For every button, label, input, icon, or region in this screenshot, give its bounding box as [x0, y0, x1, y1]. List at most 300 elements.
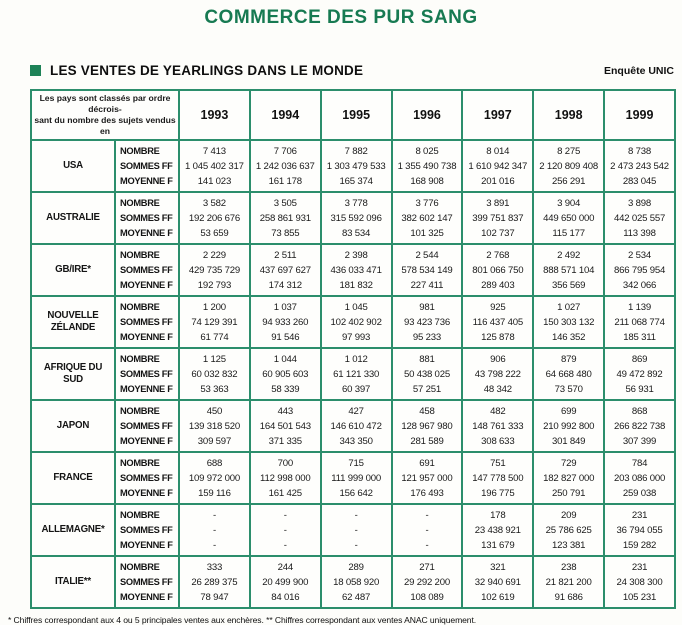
country-name-line: AUSTRALIE	[46, 212, 100, 223]
value-cell	[533, 504, 604, 556]
value-line: 879	[560, 353, 577, 365]
value-cell	[533, 556, 604, 608]
value-line: 3 505	[273, 197, 297, 209]
value-cell	[392, 348, 463, 400]
value-cell	[321, 504, 392, 556]
value-cell	[604, 192, 675, 244]
value-line: 29 292 200	[403, 576, 450, 588]
value-cell	[250, 348, 321, 400]
value-cell	[462, 556, 533, 608]
value-line: 165 374	[339, 175, 373, 187]
value-line: 49 472 892	[616, 368, 663, 380]
corner-header-line: sant du nombre des sujets vendus en	[34, 115, 176, 136]
value-line: -	[354, 509, 358, 521]
value-line: 36 794 055	[616, 524, 663, 536]
value-line: 259 038	[622, 487, 657, 499]
year-header: 1995	[321, 90, 392, 140]
value-cell	[250, 556, 321, 608]
country-row	[31, 296, 675, 348]
value-line: 125 878	[481, 331, 515, 343]
value-line: 84 016	[271, 591, 300, 603]
value-line: -	[354, 524, 358, 536]
value-line: 436 033 471	[330, 264, 382, 276]
value-line: 382 602 147	[401, 212, 453, 224]
value-line: 271	[419, 561, 435, 573]
country-row	[31, 556, 675, 608]
value-line: 53 363	[200, 383, 229, 395]
metric-label: SOMMES FF	[120, 576, 173, 587]
value-line: 2 120 809 408	[539, 160, 599, 172]
value-line: 1 027	[557, 301, 581, 313]
page-title: COMMERCE DES PUR SANG	[204, 7, 478, 28]
country-name-line: ALLEMAGNE*	[41, 524, 105, 535]
value-cell	[462, 244, 533, 296]
country-name	[31, 556, 115, 608]
value-line: 211 068 774	[614, 316, 665, 328]
value-cell	[392, 140, 463, 192]
value-line: 437 697 627	[259, 264, 311, 276]
value-line: 150 303 132	[543, 316, 595, 328]
value-line: 3 776	[415, 197, 439, 209]
value-line: 57 251	[412, 383, 442, 395]
value-cell	[179, 192, 250, 244]
value-line: 128 967 980	[401, 420, 453, 432]
value-line: 244	[277, 561, 293, 573]
value-line: 161 178	[268, 175, 302, 187]
value-line: -	[354, 539, 358, 551]
value-cell	[179, 452, 250, 504]
country-name	[31, 192, 115, 244]
value-line: 91 546	[271, 331, 300, 343]
value-line: 159 116	[198, 487, 231, 499]
value-line: 161 425	[268, 487, 302, 499]
value-cell	[179, 140, 250, 192]
metric-label: MOYENNE F	[120, 331, 173, 342]
value-line: 182 827 000	[543, 472, 595, 484]
year-header: 1999	[604, 90, 675, 140]
value-line: 73 570	[554, 383, 583, 395]
value-cell	[462, 296, 533, 348]
value-line: 399 751 837	[472, 212, 524, 224]
value-cell	[392, 244, 463, 296]
metric-labels	[115, 400, 179, 452]
value-line: 250 791	[552, 487, 586, 499]
value-cell	[179, 504, 250, 556]
value-line: 123 381	[552, 539, 586, 551]
value-cell	[533, 192, 604, 244]
value-line: 60 397	[342, 383, 371, 395]
value-line: 53 659	[200, 227, 229, 239]
value-line: 102 619	[481, 591, 515, 603]
value-line: 91 686	[554, 591, 583, 603]
value-line: 95 233	[412, 331, 442, 343]
value-line: 192 206 676	[188, 212, 241, 224]
yearling-sales-table	[30, 89, 676, 609]
value-line: 868	[631, 405, 648, 417]
value-cell	[321, 452, 392, 504]
value-line: 688	[206, 457, 223, 469]
value-cell	[321, 192, 392, 244]
value-cell	[604, 244, 675, 296]
value-cell	[604, 348, 675, 400]
value-line: 32 940 691	[474, 576, 521, 588]
value-line: 1 139	[628, 301, 652, 313]
value-cell	[604, 504, 675, 556]
value-line: 115 177	[552, 227, 585, 239]
value-cell	[604, 296, 675, 348]
value-line: 181 832	[339, 279, 373, 291]
value-line: 308 633	[481, 435, 515, 447]
value-line: 3 891	[486, 197, 510, 209]
value-line: 50 438 025	[403, 368, 450, 380]
value-line: 2 534	[628, 249, 652, 261]
value-line: 61 121 330	[333, 368, 380, 380]
value-line: 866 795 954	[613, 264, 666, 276]
value-line: -	[425, 524, 429, 536]
value-line: 289 403	[481, 279, 515, 291]
country-row	[31, 244, 675, 296]
value-line: 281 589	[410, 435, 444, 447]
value-line: 141 023	[197, 175, 232, 187]
country-name	[31, 452, 115, 504]
metric-label: MOYENNE F	[120, 591, 173, 602]
value-line: 176 493	[410, 487, 444, 499]
value-line: 8 738	[628, 145, 652, 157]
value-cell	[392, 556, 463, 608]
value-line: 102 737	[481, 227, 515, 239]
value-cell	[462, 348, 533, 400]
value-line: 729	[560, 457, 577, 469]
value-line: 146 352	[552, 331, 586, 343]
value-cell	[250, 140, 321, 192]
value-line: 869	[631, 353, 648, 365]
value-line: 23 438 921	[474, 524, 521, 536]
metric-label: MOYENNE F	[120, 279, 173, 290]
year-header: 1996	[392, 90, 463, 140]
metric-label: NOMBRE	[120, 353, 160, 364]
metric-label: MOYENNE F	[120, 383, 173, 394]
value-line: 442 025 557	[613, 212, 666, 224]
value-line: 7 413	[202, 145, 226, 157]
value-line: 333	[206, 561, 223, 573]
value-cell	[321, 296, 392, 348]
value-line: -	[212, 524, 216, 536]
value-line: 1 303 479 533	[326, 160, 386, 172]
value-line: 148 761 333	[472, 420, 524, 432]
country-name-line: ITALIE**	[55, 576, 91, 587]
country-name-line: AFRIQUE DU SUD	[43, 362, 103, 385]
value-line: 73 855	[271, 227, 300, 239]
value-line: 2 398	[344, 249, 368, 261]
metric-label: SOMMES FF	[120, 420, 173, 431]
value-line: 3 898	[628, 197, 652, 209]
value-line: 196 775	[481, 487, 515, 499]
value-cell	[604, 452, 675, 504]
country-name-line: USA	[63, 160, 83, 171]
value-line: 102 402 902	[330, 316, 382, 328]
metric-label: SOMMES FF	[120, 212, 173, 223]
value-line: 61 774	[200, 331, 229, 343]
metric-label: NOMBRE	[120, 405, 160, 416]
metric-labels	[115, 192, 179, 244]
metric-label: SOMMES FF	[120, 472, 173, 483]
value-cell	[604, 140, 675, 192]
metric-labels	[115, 140, 179, 192]
value-line: 111 999 000	[331, 472, 381, 484]
country-name	[31, 504, 115, 556]
value-cell	[321, 348, 392, 400]
country-row	[31, 348, 675, 400]
country-name	[31, 348, 115, 400]
value-line: 482	[490, 405, 506, 417]
value-line: 342 066	[622, 279, 657, 291]
value-line: 699	[560, 405, 577, 417]
value-line: 1 242 036 637	[255, 160, 315, 172]
value-cell	[462, 504, 533, 556]
value-line: 307 399	[622, 435, 657, 447]
value-line: 238	[560, 561, 577, 573]
metric-label: SOMMES FF	[120, 368, 173, 379]
value-line: 185 311	[623, 331, 656, 343]
value-cell	[250, 400, 321, 452]
value-cell	[533, 140, 604, 192]
value-line: 74 129 391	[191, 316, 238, 328]
value-line: 18 058 920	[333, 576, 380, 588]
value-line: 25 786 625	[545, 524, 592, 536]
country-name-line: GB/IRE*	[55, 264, 91, 275]
value-line: 981	[419, 301, 435, 313]
value-line: 20 499 900	[262, 576, 309, 588]
value-line: 146 610 472	[330, 420, 382, 432]
value-cell	[179, 348, 250, 400]
table-head-row	[31, 90, 675, 140]
value-line: 321	[490, 561, 506, 573]
value-line: 56 931	[625, 383, 654, 395]
metric-label: NOMBRE	[120, 301, 160, 312]
value-line: 8 275	[557, 145, 581, 157]
value-line: 315 592 096	[330, 212, 382, 224]
value-line: 3 778	[344, 197, 368, 209]
value-cell	[250, 504, 321, 556]
value-line: 24 308 300	[616, 576, 663, 588]
scanned-page	[0, 7, 682, 625]
value-line: 283 045	[622, 175, 657, 187]
value-cell	[533, 400, 604, 452]
value-line: 1 044	[273, 353, 297, 365]
metric-labels	[115, 556, 179, 608]
value-cell	[179, 556, 250, 608]
value-line: 2 229	[202, 249, 226, 261]
value-line: 906	[490, 353, 506, 365]
value-line: 1 012	[344, 353, 368, 365]
value-line: -	[425, 539, 429, 551]
value-line: 289	[348, 561, 364, 573]
value-line: -	[283, 509, 287, 521]
year-header: 1997	[462, 90, 533, 140]
metric-label: NOMBRE	[120, 197, 160, 208]
value-line: 3 582	[202, 197, 226, 209]
value-cell	[179, 296, 250, 348]
value-line: 2 511	[274, 249, 297, 261]
metric-label: NOMBRE	[120, 145, 160, 156]
country-name-line: FRANCE	[53, 472, 93, 483]
value-line: 1 125	[202, 353, 226, 365]
value-line: 112 998 000	[260, 472, 311, 484]
country-name-line: JAPON	[56, 420, 90, 431]
corner-header	[31, 90, 179, 140]
country-name	[31, 296, 115, 348]
value-line: 78 947	[200, 591, 229, 603]
value-line: 266 822 738	[613, 420, 666, 432]
country-name-line: ZÉLANDE	[50, 322, 96, 333]
value-line: 174 312	[268, 279, 302, 291]
value-line: 450	[206, 405, 223, 417]
value-line: -	[212, 509, 216, 521]
value-line: 2 492	[557, 249, 581, 261]
value-line: 1 610 942 347	[468, 160, 528, 172]
value-cell	[604, 556, 675, 608]
year-header: 1993	[179, 90, 250, 140]
value-line: 1 045 402 317	[185, 160, 244, 172]
value-cell	[179, 244, 250, 296]
metric-label: SOMMES FF	[120, 264, 173, 275]
value-line: 256 291	[552, 175, 586, 187]
country-name-line: NOUVELLE	[47, 310, 99, 321]
value-line: 1 200	[202, 301, 226, 313]
value-line: 1 037	[273, 301, 297, 313]
value-line: 3 904	[557, 197, 581, 209]
value-line: 113 398	[623, 227, 656, 239]
value-line: 60 032 832	[191, 368, 238, 380]
value-line: 458	[419, 405, 435, 417]
value-line: 58 339	[271, 383, 300, 395]
value-line: 210 992 800	[543, 420, 595, 432]
value-cell	[462, 452, 533, 504]
value-line: 26 289 375	[191, 576, 238, 588]
value-line: -	[425, 509, 429, 521]
value-line: 7 882	[344, 145, 368, 157]
value-cell	[462, 192, 533, 244]
value-line: 888 571 104	[543, 264, 595, 276]
value-line: 8 025	[415, 145, 439, 157]
value-line: 8 014	[486, 145, 510, 157]
metric-label: MOYENNE F	[120, 227, 173, 238]
value-line: 109 972 000	[188, 472, 241, 484]
value-cell	[250, 192, 321, 244]
metric-label: MOYENNE F	[120, 539, 173, 550]
metric-label: MOYENNE F	[120, 487, 173, 498]
value-line: 578 534 149	[401, 264, 453, 276]
value-line: 449 650 000	[543, 212, 595, 224]
metric-labels	[115, 452, 179, 504]
value-line: 64 668 480	[545, 368, 592, 380]
value-line: 159 282	[622, 539, 657, 551]
value-line: 203 086 000	[613, 472, 666, 484]
value-cell	[250, 452, 321, 504]
section-bullet-icon	[30, 65, 41, 76]
metric-labels	[115, 296, 179, 348]
value-line: 168 908	[410, 175, 444, 187]
value-line: 231	[631, 509, 648, 521]
value-line: 121 957 000	[401, 472, 453, 484]
value-line: 2 768	[486, 249, 510, 261]
value-line: 427	[348, 405, 364, 417]
value-cell	[321, 556, 392, 608]
year-header: 1998	[533, 90, 604, 140]
value-line: 93 423 736	[403, 316, 450, 328]
value-cell	[533, 244, 604, 296]
value-line: 105 231	[622, 591, 657, 603]
value-line: 691	[419, 457, 435, 469]
value-line: 108 089	[410, 591, 444, 603]
metric-label: NOMBRE	[120, 509, 160, 520]
value-line: 751	[490, 457, 506, 469]
country-name	[31, 400, 115, 452]
value-line: 301 849	[552, 435, 586, 447]
value-line: 715	[348, 457, 364, 469]
value-line: 343 350	[339, 435, 373, 447]
value-line: 156 642	[339, 487, 373, 499]
value-line: 101 325	[410, 227, 444, 239]
value-cell	[533, 296, 604, 348]
source-label: Enquête UNIC	[603, 64, 674, 77]
metric-labels	[115, 504, 179, 556]
value-line: -	[283, 524, 287, 536]
value-cell	[321, 140, 392, 192]
value-line: 700	[277, 457, 293, 469]
corner-header-line: Les pays sont classés par ordre décrois-	[39, 93, 171, 114]
value-line: 139 318 520	[188, 420, 241, 432]
value-cell	[392, 452, 463, 504]
value-line: 371 335	[268, 435, 302, 447]
value-cell	[250, 244, 321, 296]
value-line: 43 798 222	[474, 368, 521, 380]
metric-label: MOYENNE F	[120, 175, 173, 186]
value-line: 209	[560, 509, 577, 521]
value-cell	[392, 296, 463, 348]
value-line: 429 735 729	[188, 264, 241, 276]
value-line: 21 821 200	[545, 576, 592, 588]
value-line: 48 342	[483, 383, 512, 395]
value-cell	[462, 140, 533, 192]
value-line: 201 016	[481, 175, 515, 187]
country-name	[31, 140, 115, 192]
metric-labels	[115, 348, 179, 400]
value-cell	[462, 400, 533, 452]
value-line: 131 679	[481, 539, 515, 551]
value-cell	[250, 296, 321, 348]
value-line: 164 501 543	[259, 420, 311, 432]
value-line: 925	[490, 301, 506, 313]
value-line: 147 778 500	[472, 472, 524, 484]
value-line: 227 411	[410, 279, 444, 291]
value-cell	[533, 452, 604, 504]
value-cell	[392, 504, 463, 556]
metric-label: NOMBRE	[120, 561, 160, 572]
country-row	[31, 192, 675, 244]
metric-label: SOMMES FF	[120, 524, 173, 535]
value-cell	[604, 400, 675, 452]
year-header: 1994	[250, 90, 321, 140]
value-line: 801 066 750	[472, 264, 524, 276]
value-cell	[392, 192, 463, 244]
metric-label: NOMBRE	[120, 249, 160, 260]
country-row	[31, 504, 675, 556]
value-line: 7 706	[273, 145, 297, 157]
metric-labels	[115, 244, 179, 296]
value-line: 784	[631, 457, 648, 469]
value-line: 83 534	[342, 227, 371, 239]
